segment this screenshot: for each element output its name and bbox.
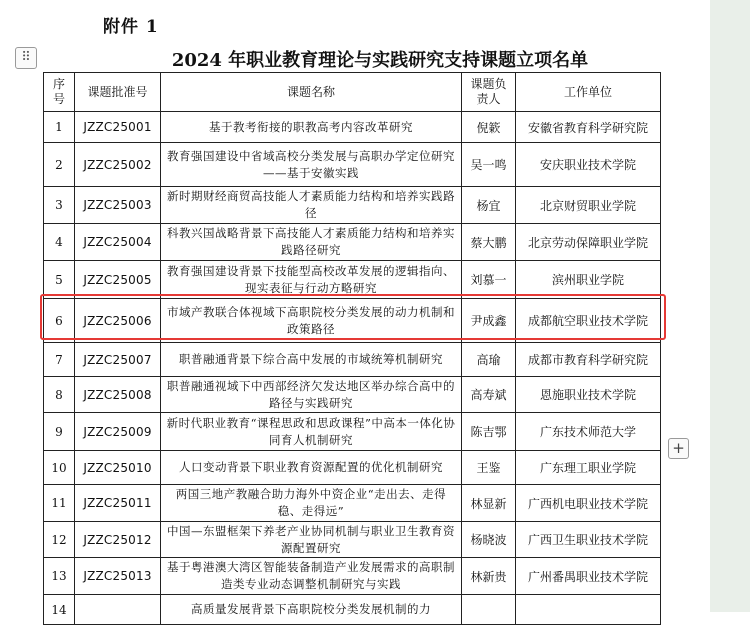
row-person: 林显新 [462,485,516,522]
row-person: 杨宜 [462,187,516,224]
row-title: 职普融通视域下中西部经济欠发达地区举办综合高中的路径与实践研究 [161,377,462,413]
table-row [44,558,661,595]
row-no: 7 [44,343,75,377]
table-row [44,377,661,413]
row-unit: 北京劳动保障职业学院 [516,224,661,261]
row-title: 中国—东盟框架下养老产业协同机制与职业卫生教育资源配置研究 [161,522,462,558]
row-unit: 广西机电职业技术学院 [516,485,661,522]
row-person: 高寿斌 [462,377,516,413]
row-person: 尹成鑫 [462,299,516,343]
row-code [75,595,161,625]
project-list-table [43,72,661,625]
row-no: 9 [44,413,75,451]
document-title: 2024 年职业教育理论与实践研究支持课题立项名单 [171,50,589,71]
row-code: JZZC25005 [75,261,161,299]
table-row [44,485,661,522]
row-no: 5 [44,261,75,299]
row-unit: 广州番禺职业技术学院 [516,558,661,595]
row-code: JZZC25002 [75,143,161,187]
row-unit: 北京财贸职业学院 [516,187,661,224]
row-code: JZZC25001 [75,112,161,143]
row-code: JZZC25007 [75,343,161,377]
row-unit: 安庆职业技术学院 [516,143,661,187]
attachment-label: 附件 1 [103,17,159,37]
row-code: JZZC25013 [75,558,161,595]
row-title: 市域产教联合体视域下高职院校分类发展的动力机制和政策路径 [161,299,462,343]
row-no: 3 [44,187,75,224]
table-header-row [44,73,661,112]
add-row-button[interactable]: + [668,438,689,459]
row-person: 刘慕一 [462,261,516,299]
row-title: 基于粤港澳大湾区智能装备制造产业发展需求的高职制造类专业动态调整机制研究与实践 [161,558,462,595]
row-code: JZZC25010 [75,451,161,485]
row-code: JZZC25006 [75,299,161,343]
table-row [44,451,661,485]
drag-handle-icon[interactable]: ⠿ [15,47,37,69]
row-title: 基于教考衔接的职教高考内容改革研究 [161,112,462,143]
row-no: 11 [44,485,75,522]
table-row [44,522,661,558]
row-person: 林新贵 [462,558,516,595]
table-row [44,413,661,451]
row-no: 14 [44,595,75,625]
table-row [44,261,661,299]
row-title: 教育强国建设背景下技能型高校改革发展的逻辑指向、现实表征与行动方略研究 [161,261,462,299]
row-person: 陈吉鄂 [462,413,516,451]
row-title: 职普融通背景下综合高中发展的市域统筹机制研究 [161,343,462,377]
table-row [44,299,661,343]
row-title: 人口变动背景下职业教育资源配置的优化机制研究 [161,451,462,485]
row-unit: 成都航空职业技术学院 [516,299,661,343]
row-unit: 广东技术师范大学 [516,413,661,451]
table-row [44,343,661,377]
header-name: 课题名称 [161,73,462,112]
table-row [44,595,661,625]
row-no: 10 [44,451,75,485]
row-person: 吴一鸣 [462,143,516,187]
row-no: 2 [44,143,75,187]
header-no: 序号 [44,73,75,112]
row-title: 科教兴国战略背景下高技能人才素质能力结构和培养实践路径研究 [161,224,462,261]
row-unit: 滨州职业学院 [516,261,661,299]
row-title: 教育强国建设中省域高校分类发展与高职办学定位研究——基于安徽实践 [161,143,462,187]
row-code: JZZC25012 [75,522,161,558]
row-person [462,595,516,625]
row-no: 1 [44,112,75,143]
row-title: 高质量发展背景下高职院校分类发展机制的力 [161,595,462,625]
row-unit: 成都市教育科学研究院 [516,343,661,377]
row-no: 12 [44,522,75,558]
row-person: 高瑜 [462,343,516,377]
row-no: 8 [44,377,75,413]
row-code: JZZC25008 [75,377,161,413]
right-margin-panel [710,0,750,612]
row-person: 倪簌 [462,112,516,143]
row-code: JZZC25009 [75,413,161,451]
row-unit: 安徽省教育科学研究院 [516,112,661,143]
table-row [44,112,661,143]
row-person: 蔡大鹏 [462,224,516,261]
row-code: JZZC25003 [75,187,161,224]
row-unit: 恩施职业技术学院 [516,377,661,413]
table-row [44,143,661,187]
row-title: 两国三地产教融合助力海外中资企业“走出去、走得稳、走得远” [161,485,462,522]
row-title: 新时期财经商贸高技能人才素质能力结构和培养实践路径 [161,187,462,224]
table-row [44,224,661,261]
row-code: JZZC25004 [75,224,161,261]
row-person: 王鉴 [462,451,516,485]
row-title: 新时代职业教育“课程思政和思政课程”中高本一体化协同育人机制研究 [161,413,462,451]
header-code: 课题批准号 [75,73,161,112]
row-no: 13 [44,558,75,595]
row-unit [516,595,661,625]
row-unit: 广西卫生职业技术学院 [516,522,661,558]
row-code: JZZC25011 [75,485,161,522]
row-unit: 广东理工职业学院 [516,451,661,485]
header-unit: 工作单位 [516,73,661,112]
table-row [44,187,661,224]
row-person: 杨晓波 [462,522,516,558]
row-no: 4 [44,224,75,261]
row-no: 6 [44,299,75,343]
header-person: 课题负责人 [462,73,516,112]
